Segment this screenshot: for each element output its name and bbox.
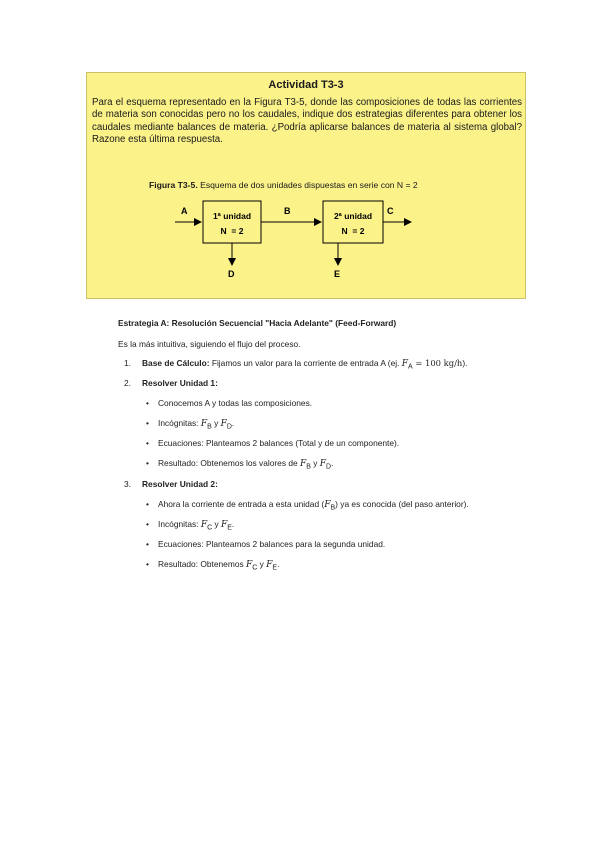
step-1-math: F bbox=[401, 359, 409, 369]
step-2-bullet-3-text: Ecuaciones: Planteamos 2 balances (Total y de un componente). bbox=[158, 438, 400, 448]
step-2-bullet-2-text: Incógnitas: bbox=[158, 418, 201, 428]
bullet-icon: • bbox=[146, 559, 149, 569]
unit2-title: 2ª unidad bbox=[333, 211, 373, 221]
stream-a-label: A bbox=[181, 206, 188, 216]
math-sub: B bbox=[207, 423, 212, 431]
math-f: F bbox=[200, 520, 208, 530]
step-2-bullet-4 bbox=[146, 458, 333, 471]
step-3-bullet-4-text: Resultado: Obtenemos bbox=[158, 559, 246, 569]
figure-label: Figura T3-5. bbox=[149, 180, 198, 190]
math-sub: D bbox=[326, 463, 332, 471]
strategy-title: Estrategia A: Resolución Secuencial "Hacia Adelante" (Feed-Forward) bbox=[118, 318, 397, 328]
stream-d-label: D bbox=[228, 269, 235, 279]
math-sub: C bbox=[252, 564, 258, 572]
math-sub: D bbox=[226, 423, 232, 431]
activity-paragraph: Para el esquema representado en la Figura T3-5, donde las composiciones de todas las corrientes de materia son conocidas pero no los caudales, indique dos estrategias diferentes para obtener los caudales mediante balances de materia. ¿Podría aplicarse balances de materia al sistema global? Razone esta última respuesta. bbox=[92, 97, 522, 145]
bullet-icon: • bbox=[146, 398, 149, 408]
conj: y bbox=[310, 458, 320, 468]
step-3-bullet-3 bbox=[146, 539, 385, 549]
stream-e-label: E bbox=[334, 269, 341, 279]
step-2-number: 2. bbox=[124, 378, 131, 388]
math-sub: C bbox=[207, 524, 213, 532]
math-sub: E bbox=[272, 564, 278, 572]
step-1-end: ). bbox=[462, 358, 468, 368]
punct: . bbox=[231, 519, 235, 529]
step-3-bullet-3-text: Ecuaciones: Planteamos 2 balances para la segunda unidad. bbox=[158, 539, 386, 549]
step-1 bbox=[124, 358, 467, 371]
step-2-bullet-2 bbox=[146, 418, 234, 431]
unit2-box bbox=[323, 201, 383, 243]
math-sub: E bbox=[227, 524, 232, 532]
math-f: F bbox=[220, 419, 227, 429]
math-f: F bbox=[246, 560, 253, 570]
punct: . bbox=[331, 458, 334, 468]
math-f: F bbox=[324, 500, 331, 510]
process-diagram bbox=[85, 125, 425, 290]
punct: . bbox=[277, 559, 280, 569]
bullet-icon: • bbox=[146, 458, 149, 468]
math-sub: B bbox=[306, 463, 311, 471]
unit1-box bbox=[203, 201, 261, 243]
conj: y bbox=[212, 519, 221, 529]
math-f: F bbox=[319, 459, 327, 469]
math-sub: B bbox=[330, 504, 336, 512]
unit2-n: N = 2 bbox=[341, 226, 365, 236]
step-3-bullet-1-text: Ahora la corriente de entrada a esta unidad ( bbox=[158, 499, 325, 509]
bullet-icon: • bbox=[146, 438, 149, 448]
conj: y bbox=[257, 559, 267, 569]
step-2-bullet-3 bbox=[146, 438, 399, 448]
step-2-bullet-4-text: Resultado: Obtenemos los valores de bbox=[158, 458, 300, 468]
step-1-number: 1. bbox=[124, 358, 131, 368]
step-1-value: = 100 kg/h bbox=[412, 358, 463, 368]
step-2 bbox=[124, 378, 218, 388]
step-3-label: Resolver Unidad 2: bbox=[142, 479, 218, 489]
step-1-label: Base de Cálculo: bbox=[142, 358, 210, 368]
bullet-icon: • bbox=[146, 418, 149, 428]
step-1-sub: A bbox=[408, 363, 413, 371]
math-f: F bbox=[300, 459, 307, 469]
step-3-number: 3. bbox=[124, 479, 131, 489]
unit1-n: N = 2 bbox=[220, 226, 244, 236]
step-3 bbox=[124, 479, 218, 489]
unit1-title: 1ª unidad bbox=[212, 211, 252, 221]
math-f: F bbox=[200, 419, 208, 429]
step-3-bullet-2-text: Incógnitas: bbox=[158, 519, 201, 529]
stream-b-label: B bbox=[284, 206, 291, 216]
step-3-bullet-2 bbox=[146, 519, 234, 532]
activity-title: Actividad T3-3 bbox=[268, 79, 344, 91]
bullet-icon: • bbox=[146, 539, 149, 549]
step-3-bullet-4 bbox=[146, 559, 279, 572]
step-2-bullet-1 bbox=[146, 398, 312, 408]
step-2-bullet-1-text: Conocemos A y todas las composiciones. bbox=[158, 398, 313, 408]
bullet-icon: • bbox=[146, 519, 149, 529]
bullet-icon: • bbox=[146, 499, 149, 509]
figure-caption-text: Esquema de dos unidades dispuestas en serie con N = 2 bbox=[197, 180, 418, 190]
step-2-label: Resolver Unidad 1: bbox=[142, 378, 218, 388]
step-3-bullet-1-end: ) ya es conocida (del paso anterior). bbox=[335, 499, 469, 509]
step-1-text: Fijamos un valor para la corriente de entrada A (ej. bbox=[209, 358, 402, 368]
stream-c-label: C bbox=[387, 206, 394, 216]
strategy-intro: Es la más intuitiva, siguiendo el flujo del proceso. bbox=[118, 339, 301, 349]
math-f: F bbox=[266, 560, 273, 570]
math-f: F bbox=[220, 520, 228, 530]
conj: y bbox=[211, 418, 221, 428]
step-3-bullet-1 bbox=[146, 499, 469, 512]
punct: . bbox=[231, 418, 235, 428]
